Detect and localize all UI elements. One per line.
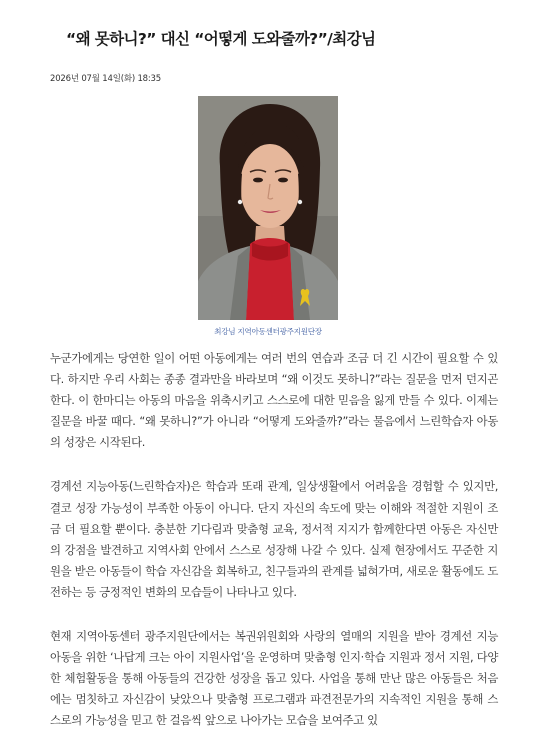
author-portrait-illustration — [198, 96, 338, 320]
photo-caption: 최강님 지역아동센터광주지원단장 — [214, 327, 322, 336]
article-paragraph-1: 누군가에게는 당연한 일이 어떤 아동에게는 여러 번의 연습과 조금 더 긴 시간이 필요할 수 있다. 하지만 우리 사회는 종종 결과만을 바라보며 “왜 이것도 못하니?”라는 질문을 먼저 던지곤 한다. 이 한마디는 아동의 마음을 위축시키고 스스로에 대한 믿음을 잃게 만들 수 있다. 이제는 질문을 바꿀 때다. “왜 못하니?”가 아니라 “어떻게 도와줄까?”라는 물음에서 느린학습자 아동의 성장은 시작된다. — [50, 351, 498, 450]
article-dateline: 2026년 07월 14일(화) 18:35 — [50, 74, 161, 84]
author-photo — [198, 96, 338, 320]
article-paragraph-2: 경계선 지능아동(느린학습자)은 학습과 또래 관계, 일상생활에서 어려움을 경험할 수 있지만, 결코 성장 가능성이 부족한 아동이 아니다. 단지 자신의 속도에 맞는 이해와 적절한 지원이 조금 더 필요할 뿐이다. 충분한 기다림과 맞춤형 교육, 정서적 지지가 함께한다면 아동은 자신만의 강점을 발견하고 지역사회 안에서 스스로 성장해 나갈 수 있다. 실제 현장에서도 꾸준한 지원을 받은 아동들이 학습 자신감을 회복하고, 친구들과의 관계를 넓혀가며, 새로운 활동에도 도전하는 등 긍정적인 변화의 모습들이 나타나고 있다. — [50, 479, 498, 599]
article-paragraph-3: 현재 지역아동센터 광주지원단에서는 복권위원회와 사랑의 열매의 지원을 받아 경계선 지능 아동을 위한 ‘나답게 크는 아이 지원사업’을 운영하며 맞춤형 인지·학습 지원과 정서 지원, 다양한 체험활동을 통해 아동들의 건강한 성장을 돕고 있다. 사업을 통해 만난 많은 아동들은 처음에는 멈칫하고 자신감이 낮았으나 맞춤형 프로그램과 파견전문가의 지속적인 지원을 통해 스스로의 가능성을 믿고 한 걸음씩 앞으로 나아가는 모습을 보여주고 있 — [50, 629, 498, 728]
article-headline: “왜 못하니?” 대신 “어떻게 도와줄까?”/최강님 — [66, 30, 376, 48]
article-body — [50, 348, 498, 754]
